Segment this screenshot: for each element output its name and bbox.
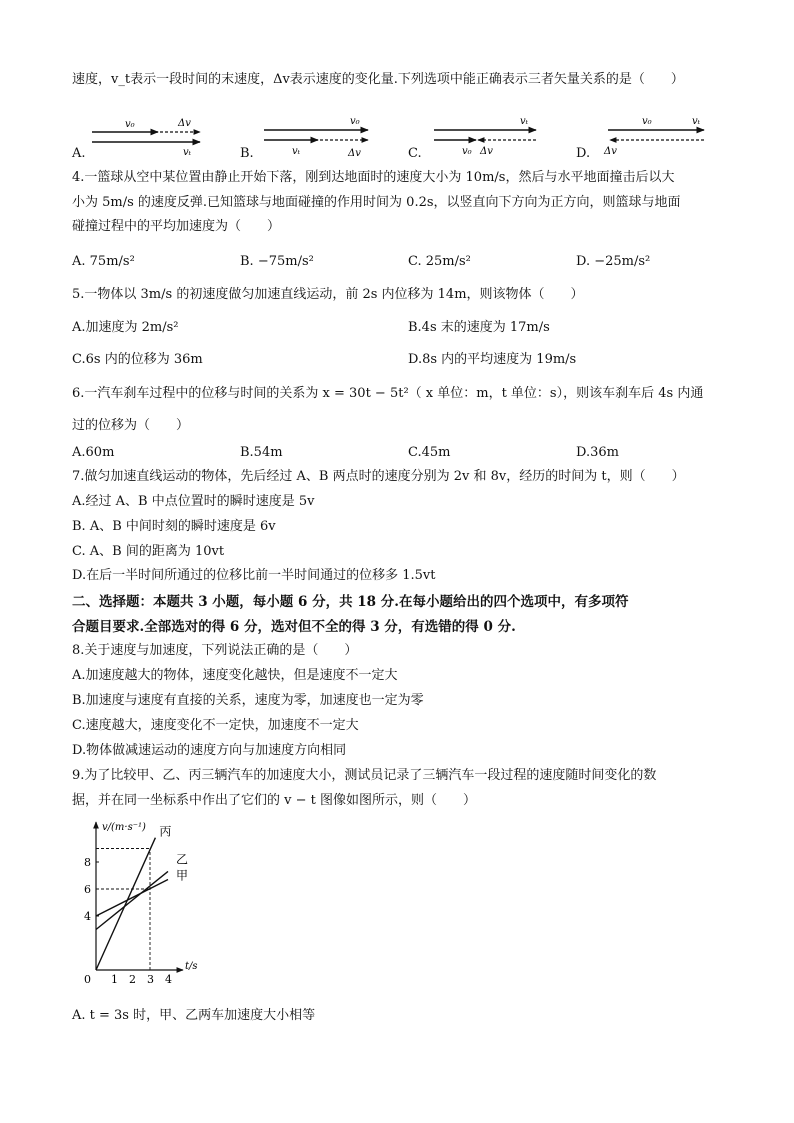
q6-stem-line-1: 6.一汽车刹车过程中的位移与时间的关系为 x = 30t − 5t²（ x 单位：m，t 单位：s），则该车刹车后 4s 内通 [72,386,704,401]
q7-option-c: C. A、B 间的距离为 10vt [72,544,225,559]
q3-vector-diagrams [0,112,794,172]
q3-option-d: D. [576,146,591,161]
y-tick-label: 6 [84,883,91,896]
svg-text:v₀: v₀ [462,146,472,157]
q9-stem-line-2: 据，并在同一坐标系中作出了它们的 v − t 图像如图所示，则（ ） [72,793,476,808]
q7-stem: 7.做匀加速直线运动的物体，先后经过 A、B 两点时的速度分别为 2v 和 8v，经历的时间为 t，则（ ） [72,469,685,484]
q3-option-b: B. [240,146,254,161]
q4-option-c: C. 25m/s² [408,254,471,269]
q3-option-a: A. [72,146,86,161]
q8-option-a: A.加速度越大的物体，速度变化越快，但是速度不一定大 [72,668,398,683]
series-label-1: 丙 [159,824,172,839]
q4-stem-line-1: 4.一篮球从空中某位置由静止开始下落，刚到达地面时的速度大小为 10m/s，然后与水平地面撞击后以大 [72,170,675,185]
q5-stem: 5.一物体以 3m/s 的初速度做匀加速直线运动，前 2s 内位移为 14m，则该物体（ ） [72,287,584,302]
x-tick-label: 4 [165,973,172,986]
svg-text:v₀: v₀ [125,119,135,130]
q6-option-d: D.36m [576,445,619,460]
q3-stem: 速度，v_t表示一段时间的末速度，Δv表示速度的变化量.下列选项中能正确表示三者矢量关系的是（ ） [72,72,684,87]
svg-text:vₜ: vₜ [692,116,701,127]
q7-option-d: D.在后一半时间所通过的位移比前一半时间通过的位移多 1.5vt [72,568,436,583]
svg-text:vₜ: vₜ [520,116,529,127]
x-tick-label: 3 [147,973,154,986]
q6-option-b: B.54m [240,445,283,460]
series-line-2 [96,871,168,929]
q6-stem-line-2: 过的位移为（ ） [72,418,190,433]
series-label-3: 甲 [176,868,189,883]
q5-option-a: A.加速度为 2m/s² [72,320,179,335]
x-tick-label: 2 [129,973,136,986]
y-tick-label: 4 [84,910,91,923]
svg-text:vₜ: vₜ [292,146,301,157]
q6-option-a: A.60m [72,445,115,460]
q3-option-c: C. [408,146,422,161]
svg-text:vₜ: vₜ [183,147,192,158]
q8-option-b: B.加速度与速度有直接的关系，速度为零，加速度也一定为零 [72,693,424,708]
q8-option-c: C.速度越大，速度变化不一定快，加速度不一定大 [72,718,359,733]
q5-option-d: D.8s 内的平均速度为 19m/s [408,352,577,367]
q4-option-b: B. −75m/s² [240,254,314,269]
q4-stem-line-3: 碰撞过程中的平均加速度为（ ） [72,219,281,234]
q8-stem: 8.关于速度与加速度，下列说法正确的是（ ） [72,643,358,658]
svg-text:v₀: v₀ [350,116,360,127]
option-a-diagram [92,118,200,158]
x-tick-label: 1 [111,973,118,986]
svg-text:Δv: Δv [604,146,617,157]
q4-option-d: D. −25m/s² [576,254,651,269]
x-tick-label: 0 [84,973,91,986]
q8-option-d: D.物体做减速运动的速度方向与加速度方向相同 [72,743,347,758]
series-line-3 [96,880,168,916]
x-axis-label: t/s [185,961,198,972]
q7-option-b: B. A、B 中间时刻的瞬时速度是 6v [72,519,276,534]
q5-option-c: C.6s 内的位移为 36m [72,352,203,367]
q6-option-c: C.45m [408,445,451,460]
vt-graph [78,818,248,993]
q9-stem-line-1: 9.为了比较甲、乙、丙三辆汽车的加速度大小，测试员记录了三辆汽车一段过程的速度随时间变化的数 [72,768,657,783]
y-axis-label: v/(m·s⁻¹) [102,822,146,833]
svg-text:Δv: Δv [178,118,191,129]
series-label-2: 乙 [176,852,189,867]
section-2-heading-line-1: 二、选择题：本题共 3 小题，每小题 6 分，共 18 分.在每小题给出的四个选项中，有多项符 [72,594,629,610]
q5-option-b: B.4s 末的速度为 17m/s [408,320,550,335]
series-line-1 [96,838,155,970]
option-b-diagram [264,116,368,159]
y-tick-label: 8 [84,856,91,869]
q4-option-a: A. 75m/s² [72,254,135,269]
option-d-diagram [603,116,704,157]
option-c-diagram [434,116,536,157]
section-2-heading-line-2: 合题目要求.全部选对的得 6 分，选对但不全的得 3 分，有选错的得 0 分. [72,619,516,635]
q7-option-a: A.经过 A、B 中点位置时的瞬时速度是 5v [72,494,315,509]
svg-text:Δv: Δv [348,148,361,159]
q9-option-a: A. t = 3s 时，甲、乙两车加速度大小相等 [72,1008,316,1023]
q4-stem-line-2: 小为 5m/s 的速度反弹.已知篮球与地面碰撞的作用时间为 0.2s，以竖直向下方向为正方向，则篮球与地面 [72,195,681,210]
svg-text:v₀: v₀ [642,116,652,127]
svg-text:Δv: Δv [480,146,493,157]
